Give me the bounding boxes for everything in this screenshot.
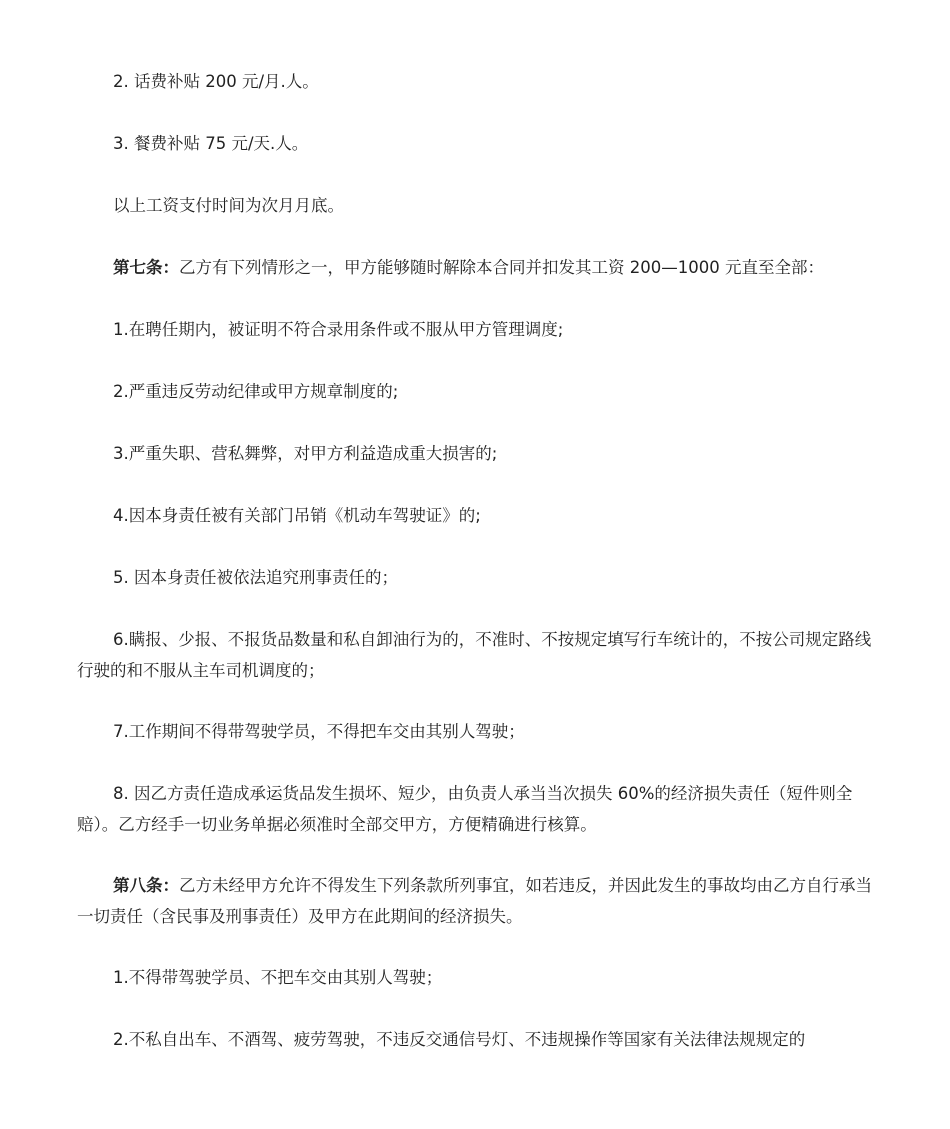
paragraph-text: 7.工作期间不得带驾驶学员，不得把车交由其别人驾驶；: [113, 722, 525, 741]
paragraph-text: 以上工资支付时间为次月月底。: [113, 196, 344, 215]
paragraph-payment-time: [77, 190, 883, 221]
paragraph-text: 1.不得带驾驶学员、不把车交由其别人驾驶；: [113, 968, 443, 987]
paragraph-text: 8. 因乙方责任造成承运货品发生损坏、短少，由负责人承当当次损失 60%的经济损失责任（短件则全赔）。乙方经手一切业务单据必须准时全部交甲方，方便精确进行核算。: [77, 784, 853, 834]
list-item: [77, 376, 883, 407]
paragraph-meal-subsidy: [77, 128, 883, 159]
paragraph-text: 2.不私自出车、不酒驾、疲劳驾驶，不违反交通信号灯、不违规操作等国家有关法律法规规定的: [113, 1030, 806, 1049]
paragraph-text: 4.因本身责任被有关部门吊销《机动车驾驶证》的;: [113, 506, 481, 525]
list-item: [77, 962, 883, 993]
paragraph-text: 5. 因本身责任被依法追究刑事责任的；: [113, 568, 398, 587]
paragraph-text: 3.严重失职、营私舞弊，对甲方利益造成重大损害的;: [113, 444, 498, 463]
paragraph-text: 1.在聘任期内，被证明不符合录用条件或不服从甲方管理调度;: [113, 320, 564, 339]
list-item: [77, 716, 883, 747]
list-item: [77, 438, 883, 469]
article-title: 第八条：: [113, 876, 179, 895]
paragraph-phone-subsidy: [77, 66, 883, 97]
article-eight: [77, 870, 883, 932]
paragraph-text: 3. 餐费补贴 75 元/天.人。: [113, 134, 309, 153]
list-item: [77, 314, 883, 345]
article-title: 第七条：: [113, 258, 179, 277]
paragraph-text: 乙方有下列情形之一，甲方能够随时解除本合同并扣发其工资 200—1000 元直至全部：: [179, 258, 824, 277]
list-item: [77, 562, 883, 593]
paragraph-text: 乙方未经甲方允许不得发生下列条款所列事宜，如若违反，并因此发生的事故均由乙方自行承当一切责任（含民事及刑事责任）及甲方在此期间的经济损失。: [77, 876, 872, 926]
list-item: [77, 624, 883, 686]
list-item: [77, 778, 883, 840]
article-seven: [77, 252, 883, 283]
list-item: [77, 1024, 883, 1055]
paragraph-text: 2. 话费补贴 200 元/月.人。: [113, 72, 319, 91]
paragraph-text: 6.瞒报、少报、不报货品数量和私自卸油行为的，不准时、不按规定填写行车统计的，不按公司规定路线行驶的和不服从主车司机调度的；: [77, 630, 872, 680]
paragraph-text: 2.严重违反劳动纪律或甲方规章制度的;: [113, 382, 399, 401]
list-item: [77, 500, 883, 531]
